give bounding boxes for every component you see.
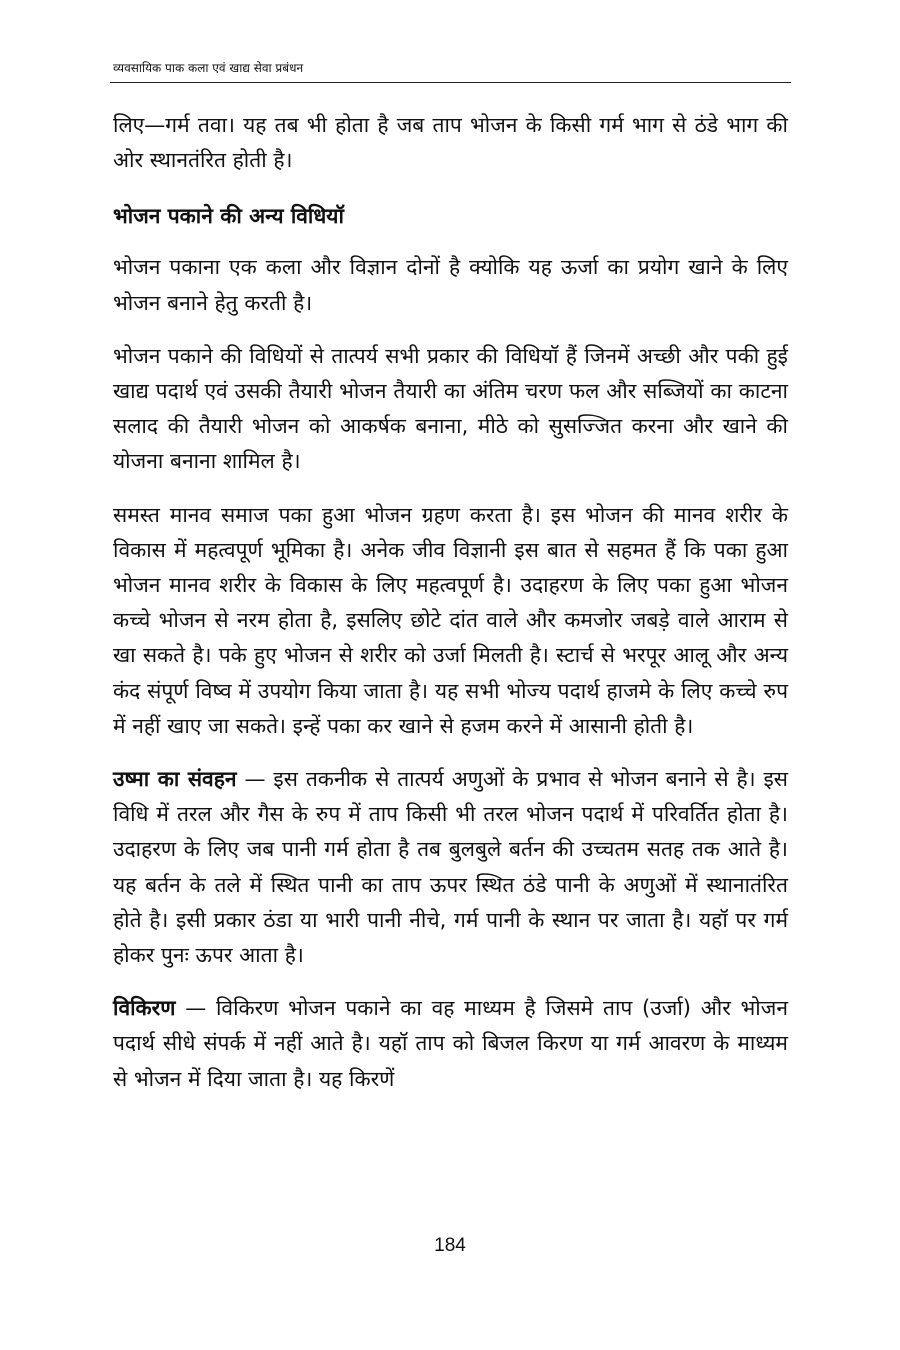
page-body [113,108,788,1115]
page-number: 184 [434,1235,466,1256]
running-header: व्यवसायिक पाक कला एवं खाद्य सेवा प्रबंधन [113,61,304,75]
convection-term: उष्मा का संवहन [113,767,237,792]
paragraph-cooking-methods: भोजन पकाने की विधियों से तात्पर्य सभी प्रकार की विधियॉ हैं जिनमें अच्छी और पकी हुई खाद्य पदार्थ एवं उसकी तैयारी भोजन तैयारी का अंतिम चरण फल और सब्जियों का काटना सलाद की तैयारी भोजन को आकर्षक बनाना, मीठे को सुसज्जित करना और खाने की योजना बनाना शामिल है। [113,343,788,474]
radiation-term: विकिरण [113,996,176,1021]
paragraph-cooking-definition: भोजन पकाना एक कला और विज्ञान दोनों है क्योकि यह ऊर्जा का प्रयोग खाने के लिए भोजन बनाने हेतु करती है। [113,255,788,315]
section-heading: भोजन पकाने की अन्य विधियॉ [113,204,344,229]
convection-text: — इस तकनीक से तात्पर्य अणुओं के प्रभाव से भोजन बनाने से है। इस विधि में तरल और गैस के रुप में ताप किसी भी तरल भोजन पदार्थ में परिवर्तित होता है। उदाहरण के लिए जब पानी गर्म होता है तब बुलबुले बर्तन की उच्चतम सतह तक आते है। यह बर्तन के तले में स्थित पानी का ताप ऊपर स्थित ठंडे पानी के अणुओं में स्थानातंरित होते है। इसी प्रकार ठंडा या भारी पानी नीचे, गर्म पानी के स्थान पर जाता है। यहॉ पर गर्म होकर पुनः ऊपर आता है। [113,767,788,968]
paragraph-radiation [113,991,788,1097]
paragraph-cooked-food-benefits: समस्त मानव समाज पका हुआ भोजन ग्रहण करता है। इस भोजन की मानव शरीर के विकास में महत्वपूर्ण भूमिका है। अनेक जीव विज्ञानी इस बात से सहमत हैं कि पका हुआ भोजन मानव शरीर के विकास के लिए महत्वपूर्ण है। उदाहरण के लिए पका हुआ भोजन कच्चे भोजन से नरम होता है, इसलिए छोटे दांत वाले और कमजोर जबड़े वाले आराम से खा सकते है। पके हुए भोजन से शरीर को उर्जा मिलती है। स्टार्च से भरपूर आलू और अन्य कंद संपूर्ण विष्व में उपयोग किया जाता है। यह सभी भोज्य पदार्थ हाजमे के लिए कच्चे रुप में नहीं खाए जा सकते। इन्हें पका कर खाने से हजम करने में आसानी होती है। [113,502,788,738]
header-divider [110,82,791,83]
continuation-paragraph: लिए—गर्म तवा। यह तब भी होता है जब ताप भोजन के किसी गर्म भाग से ठंडे भाग की ओर स्थानतंरित होती है। [113,113,788,173]
paragraph-convection [113,762,788,973]
radiation-text: — विकिरण भोजन पकाने का वह माध्यम है जिसमे ताप (उर्जा) और भोजन पदार्थ सीधे संपर्क में नहीं आते है। यहॉ ताप को बिजल किरण या गर्म आवरण के माध्यम से भोजन में दिया जाता है। यह किरणें [113,996,788,1091]
